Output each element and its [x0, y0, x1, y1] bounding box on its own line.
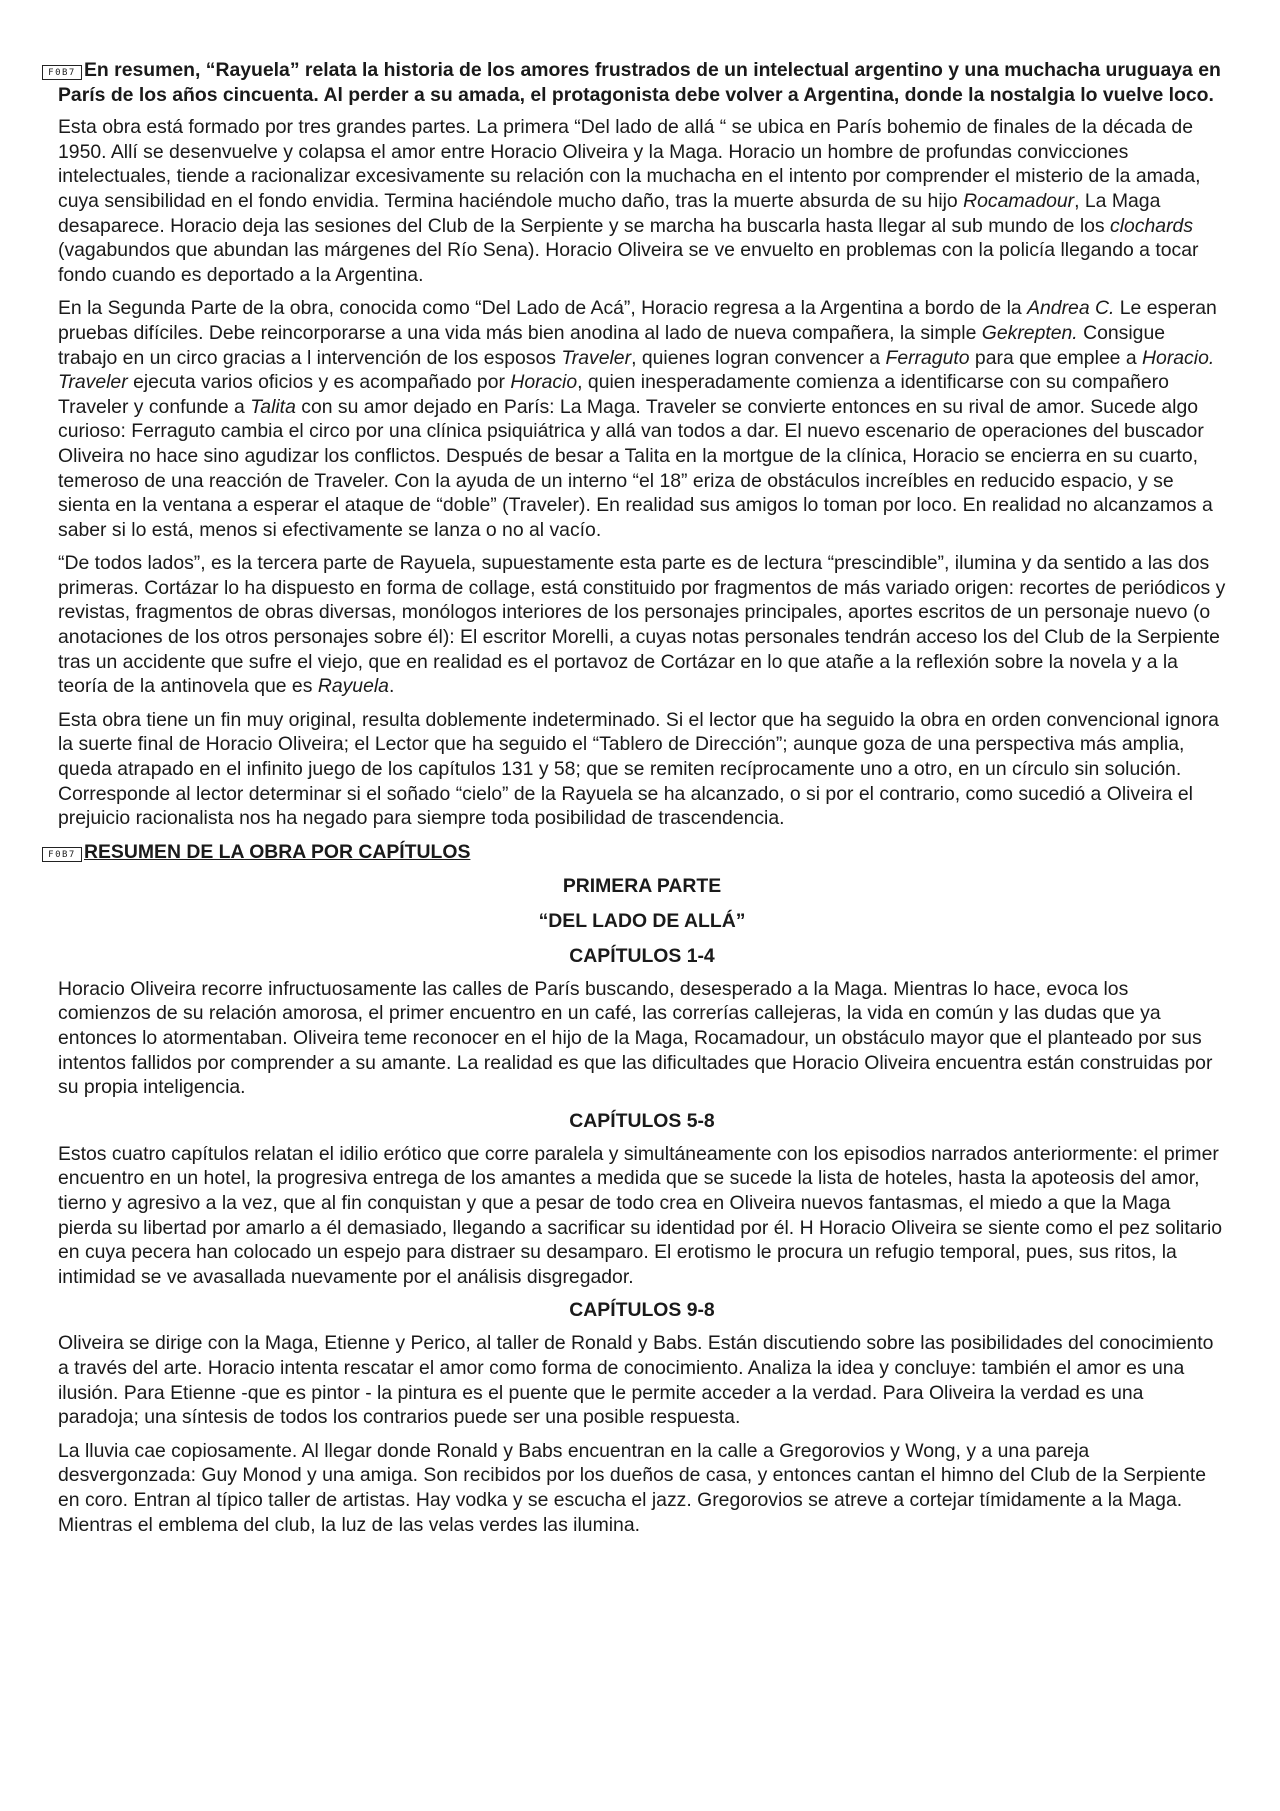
chapter-5-8-paragraph: Estos cuatro capítulos relatan el idilio erótico que corre paralela y simultáneamente con los episodios narrados anteriormente: el primer encuentro en un hotel, la progresiva entrega de los amantes a medida que se sucede la lista de hoteles, hasta la apoteosis del amor, tierno y agresivo a la vez, que al fin conquistan y que a pesar de todo crea en Oliveira nuevos fantasmas, el miedo a que la Maga pierda su libertad por amarlo a él demasiado, llegando a sacrificar su identidad por él. H Horacio Oliveira se siente como el pez solitario en cuya pecera han colocado un espejo para distraer su desamparo. El erotismo le procura un refugio temporal, pues, sus ritos, la intimidad se ve avasallada nuevamente por el análisis disgregador.: [58, 1142, 1223, 1288]
italic-run: Horacio: [510, 371, 578, 394]
text-run: , La Maga desaparece. Horacio deja las sesiones del Club de la Serpiente y se marcha ha buscarla hasta llegar al sub mundo de los: [58, 189, 1161, 237]
text-run: “De todos lados”, es la tercera parte de Rayuela, supuestamente esta parte es de lectura “prescindible”, ilumina y da sentido a las dos primeras. Cortázar lo ha dispuesto en forma de collage, está constituido por fragmentos de más variado origen: recortes de periódicos y revistas, fragmentos de obras diversas, monólogos interiores de los personajes principales, aportes escritos de un personaje nuevo (o anotaciones de los otros personajes sobre él): El escritor Morelli, a cuyas notas personales tendrán acceso los del Club de la Serpiente tras un accidente que sufre el viejo, que en realidad es el portavoz de Cortázar en lo que atañe a la reflexión sobre la novela y a la teoría de la antinovela que es: [58, 552, 1226, 698]
document-page: [48, 58, 1226, 1546]
intro-paragraph-4: Esta obra tiene un fin muy original, resulta doblemente indeterminado. Si el lector que ha seguido la obra en orden convencional ignora la suerte final de Horacio Oliveira; el Lector que ha seguido el “Tablero de Dirección”; aunque goza de una perspectiva más amplia, queda atrapado en el infinito juego de los capítulos 131 y 58; que se remiten recíprocamente uno a otro, en un círculo sin solución. Corresponde al lector determinar si el soñado “cielo” de la Rayuela se ha alcanzado, o si por el contrario, como sucedió a Oliveira el prejuicio racionalista nos ha negado para siempre toda posibilidad de trascendencia.: [58, 708, 1219, 830]
italic-run: Rayuela: [317, 675, 389, 698]
text-run: En la Segunda Parte de la obra, conocida como “Del Lado de Acá”, Horacio regresa a la Argentina a bordo de la: [58, 297, 1028, 320]
italic-run: Ferraguto: [885, 346, 970, 369]
chapter-heading-5-8: CAPÍTULOS 5-8: [569, 1109, 715, 1132]
text-run: ejecuta varios oficios y es acompañado por: [127, 371, 511, 394]
intro-lead-text: En resumen, “Rayuela” relata la historia de los amores frustrados de un intelectual argentino y una muchacha uruguaya en París de los años cincuenta. Al perder a su amada, el protagonista debe volver a Argentina, donde la nostalgia lo vuelve loco.: [58, 59, 1221, 106]
text-run: (vagabundos que abundan las márgenes del Río Sena). Horacio Oliveira se ve envuelto en problemas con la policía llegando a tocar fondo cuando es deportado a la Argentina.: [58, 239, 1199, 286]
text-run: Esta obra está formado por tres grandes partes. La primera “Del lado de allá “ se ubica en París bohemio de finales de la década de 1950. Allí se desenvuelve y colapsa el amor entre Horacio Oliveira y la Maga. Horacio un hombre de profundas convicciones intelectuales, tiende a racionalizar excesivamente su relación con la muchacha en el intento por comprender el misterio de la amada, cuya sensibilidad en el fondo envidia. Termina haciéndole mucho daño, tras la muerte absurda de su hijo: [58, 116, 1201, 212]
missing-glyph-bullet-icon: F0B7: [42, 65, 82, 80]
chapter-1-4-paragraph: Horacio Oliveira recorre infructuosamente las calles de París buscando, desesperado a la Maga. Mientras lo hace, evoca los comienzos de su relación amorosa, el primer encuentro en un café, las correrías callejeras, la vida en común y las dudas que ya entonces lo atormentaban. Oliveira teme reconocer en el hijo de la Maga, Rocamadour, un obstáculo mayor que el planteado por sus intentos fallidos por comprender a su amante. La realidad es que las dificultades que Horacio Oliveira encuentra están construidas por su propia inteligencia.: [58, 977, 1213, 1099]
chapter-9-8-paragraph-2: La lluvia cae copiosamente. Al llegar donde Ronald y Babs encuentran en la calle a Gregorovios y Wong, y a una pareja desvergonzada: Guy Monod y una amiga. Son recibidos por los dueños de casa, y entonces cantan el himno del Club de la Serpiente en coro. Entran al típico taller de artistas. Hay vodka y se escucha el jazz. Gregorovios se atreve a cortejar tímidamente a la Maga. Mientras el emblema del club, la luz de las velas verdes las ilumina.: [58, 1439, 1206, 1536]
text-run: Consigue trabajo en un circo gracias a l intervención de los esposos: [58, 321, 1166, 369]
part-title: PRIMERA PARTE: [562, 874, 722, 897]
part-subtitle: “DEL LADO DE ALLÁ”: [538, 909, 746, 932]
summary-heading: [48, 840, 1226, 864]
intro-paragraph-2: [58, 296, 1226, 542]
text-run: , quien inesperadamente comienza a identificarse con su compañero Traveler y confunde a: [58, 371, 1169, 418]
italic-run: Talita: [250, 395, 296, 418]
summary-heading-text: RESUMEN DE LA OBRA POR CAPÍTULOS: [84, 840, 471, 863]
text-run: .: [388, 675, 395, 698]
text-run: para que emplee a: [969, 346, 1143, 369]
italic-run: Gekrepten.: [981, 321, 1078, 344]
intro-lead-paragraph: [48, 58, 1226, 107]
italic-run: Horacio. Traveler: [58, 346, 1215, 394]
chapter-heading-9-8: CAPÍTULOS 9-8: [569, 1299, 715, 1322]
italic-run: clochards: [1110, 214, 1194, 237]
italic-run: Rocamadour: [963, 189, 1075, 212]
intro-paragraph-1: [58, 115, 1226, 287]
italic-run: Traveler: [561, 346, 632, 369]
missing-glyph-bullet-icon: F0B7: [42, 847, 82, 862]
intro-paragraph-3: [58, 551, 1226, 699]
chapter-heading-1-4: CAPÍTULOS 1-4: [569, 944, 715, 967]
italic-run: Andrea C.: [1027, 297, 1115, 320]
text-run: Le esperan pruebas difíciles. Debe reincorporarse a una vida más bien anodina al lado de nueva compañera, la simple: [58, 297, 1217, 344]
chapter-9-8-paragraph-1: Oliveira se dirige con la Maga, Etienne y Perico, al taller de Ronald y Babs. Están discutiendo sobre las posibilidades del conocimiento a través del arte. Horacio intenta rescatar el amor como forma de conocimiento. Analiza la idea y concluye: también el amor es una ilusión. Para Etienne -que es pintor - la pintura es el puente que le permite acceder a la verdad. Para Oliveira la verdad es una paradoja; una síntesis de todos los contrarios puede ser una posible respuesta.: [58, 1332, 1214, 1429]
text-run: , quienes logran convencer a: [631, 346, 886, 369]
text-run: con su amor dejado en París: La Maga. Traveler se convierte entonces en su rival de amor. Sucede algo curioso: Ferraguto cambia el circo por una clínica psiquiátrica y allá van todos a dar. El nuevo escenario de operaciones del buscador Oliveira no hace sino agudizar los conflictos. Después de besar a Talita en la mortgue de la clínica, Horacio se encierra en su cuarto, temeroso de una reacción de Traveler. Con la ayuda de un interno “el 18” eriza de obstáculos increíbles en reducido espacio, y se sienta en la ventana a esperar el ataque de “doble” (Traveler). En realidad sus amigos lo toman por loco. En realidad no alcanzamos a saber si lo está, menos si efectivamente se lanza o no al vacío.: [58, 395, 1213, 541]
